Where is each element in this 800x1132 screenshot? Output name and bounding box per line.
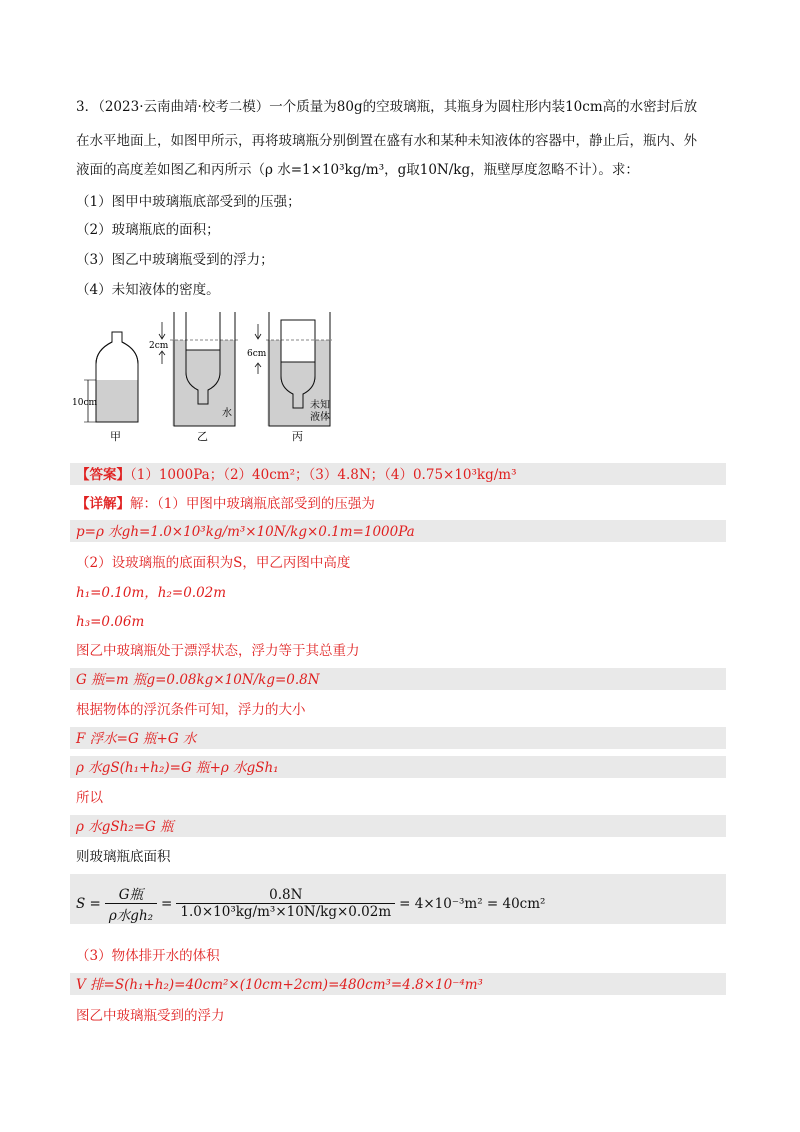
fraction-2-numerator: 0.8N	[176, 887, 395, 904]
figure-yi	[149, 312, 238, 443]
heights-h1-h2: h₁=0.10m，h₂=0.02m	[76, 585, 227, 601]
area-intro: 则玻璃瓶底面积	[76, 849, 171, 865]
water-fill-jia	[97, 380, 138, 422]
volume-equation: V 排=S(h₁+h₂)=40cm²×(10cm+2cm)=480cm³=4.8×10⁻⁴m³	[76, 977, 483, 993]
detail-line	[76, 494, 375, 514]
formula-fraction-1	[105, 883, 157, 924]
buoyancy-equation: F 浮水=G 瓶+G 水	[76, 731, 197, 747]
question-line-3: 液面的高度差如图乙和丙所示（ρ 水=1×10³kg/m³，g取10N/kg，瓶壁厚度忽略不计）。求：	[76, 162, 639, 178]
float-condition: 根据物体的浮沉条件可知，浮力的大小	[76, 702, 306, 718]
fraction-1-numerator: G瓶	[105, 883, 157, 904]
formula-lhs: S =	[76, 895, 101, 912]
label-unknown-1: 未知	[310, 400, 330, 411]
detail-intro: 解：（1）甲图中玻璃瓶底部受到的压强为	[130, 496, 375, 512]
formula-result: = 4×10⁻³m² = 40cm²	[399, 895, 546, 912]
so-text: 所以	[76, 790, 103, 806]
label-6cm: 6cm	[247, 349, 267, 359]
label-water: 水	[222, 408, 232, 419]
question-line-1: 3．（2023·云南曲靖·校考二模）一个质量为80g的空玻璃瓶，其瓶身为圆柱形内装10cm高的水密封后放	[76, 99, 698, 115]
height-h3: h₃=0.06m	[76, 614, 145, 630]
area-formula: S = $\frac{\text{G瓶}}{\text{ρ水gh₂}}$ = $\frac{0.8N}{\text{1.0×10³kg/m³×10N/kg×0.02m}}$ = 4×10⁻³m² = 40cm²	[76, 883, 545, 924]
label-jia: 甲	[110, 430, 121, 443]
question-line-2: 在水平地面上，如图甲所示，再将玻璃瓶分别倒置在盛有水和某种未知液体的容器中，静止后，瓶内、外	[76, 133, 697, 149]
label-10cm: 10cm	[72, 398, 98, 408]
question-sub-3: （3）图乙中玻璃瓶受到的浮力；	[76, 252, 274, 268]
label-unknown-2: 液体	[310, 412, 330, 423]
float-force-intro: 图乙中玻璃瓶受到的浮力	[76, 1008, 225, 1024]
label-2cm: 2cm	[149, 341, 169, 351]
label-yi: 乙	[197, 430, 208, 443]
pressure-equation: p=ρ 水gh=1.0×10³kg/m³×10N/kg×0.1m=1000Pa	[76, 524, 415, 540]
label-bing: 丙	[292, 430, 303, 443]
figure-jia	[72, 332, 138, 443]
bottle-weight-equation: G 瓶=m 瓶g=0.08kg×10N/kg=0.8N	[76, 672, 320, 688]
density-equation-1: ρ 水gS(h₁+h₂)=G 瓶+ρ 水gSh₁	[76, 760, 279, 776]
question-sub-4: （4）未知液体的密度。	[76, 282, 220, 298]
figure-bing	[247, 312, 332, 443]
question-sub-2: （2）玻璃瓶底的面积；	[76, 222, 220, 238]
density-equation-2: ρ 水gSh₂=G 瓶	[76, 819, 174, 835]
physics-figure	[70, 312, 370, 447]
part2-intro: （2）设玻璃瓶的底面积为S，甲乙丙图中高度	[76, 555, 351, 571]
detail-tag: 【详解】	[76, 496, 130, 512]
part3-intro: （3）物体排开水的体积	[76, 948, 220, 964]
fraction-2-denominator: 1.0×10³kg/m³×10N/kg×0.02m	[180, 904, 392, 920]
formula-fraction-2	[176, 887, 395, 920]
answer-line	[76, 465, 517, 485]
fraction-1-denominator: ρ水gh₂	[108, 908, 154, 924]
answer-text: （1）1000Pa；（2）40cm²；（3）4.8N；（4）0.75×10³kg/m³	[130, 467, 517, 483]
answer-tag: 【答案】	[76, 467, 130, 483]
float-state: 图乙中玻璃瓶处于漂浮状态，浮力等于其总重力	[76, 643, 360, 659]
question-sub-1: （1）图甲中玻璃瓶底部受到的压强；	[76, 194, 301, 210]
